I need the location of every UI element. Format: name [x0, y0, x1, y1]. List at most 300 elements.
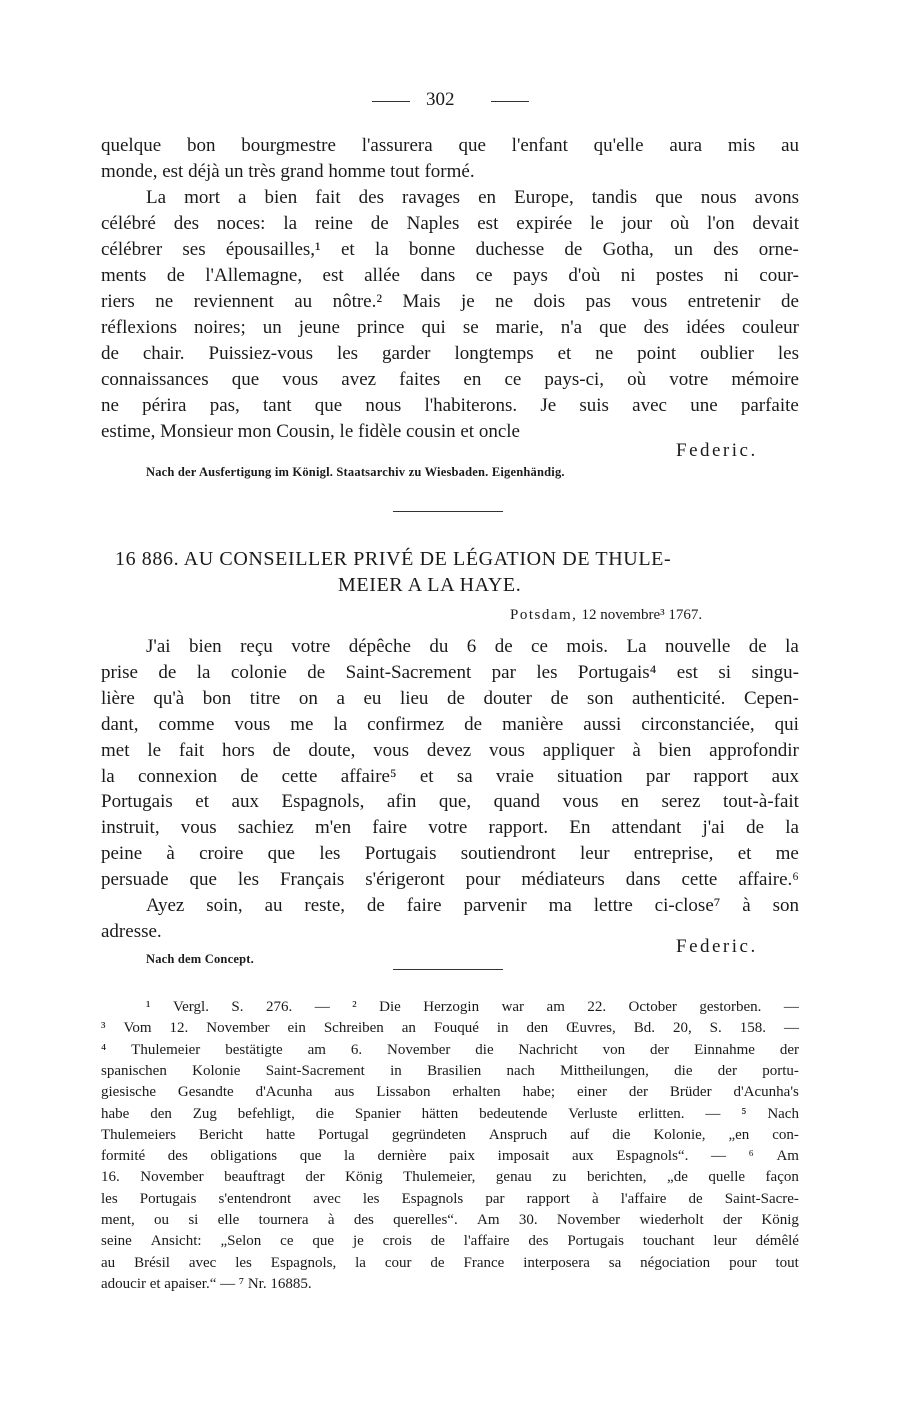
letter-line-word: par	[645, 765, 671, 787]
letter-line-word: situation	[557, 765, 623, 787]
footnote-line-word: Am	[477, 1212, 500, 1228]
footnote-line-word: Die	[379, 999, 401, 1015]
letter-line-word: la	[785, 636, 799, 657]
letter-line-word: de	[550, 687, 569, 709]
letter-line-word: bon	[202, 687, 232, 709]
previous-letter-line	[101, 315, 799, 341]
letter-line-word: dépêche	[348, 636, 411, 657]
previous-letter-line-word: nous	[700, 187, 737, 208]
footnote-line-word: S.	[231, 999, 244, 1015]
previous-letter-line-word: Europe,	[514, 187, 574, 208]
letter-source-note: Nach dem Concept.	[146, 952, 254, 966]
previous-letter-line-word: votre	[669, 369, 709, 390]
previous-letter-line-word: dans	[420, 265, 456, 286]
previous-letter-line-word: couleur	[742, 317, 799, 338]
footnote-line-word: November	[556, 1212, 621, 1228]
footnote-line-word: Œuvres,	[566, 1020, 616, 1037]
letter-line-word: doute,	[308, 739, 356, 761]
letter-line-word: à	[742, 895, 751, 916]
letter-line-word: du	[429, 636, 449, 657]
previous-letter-line-word: riers	[101, 291, 135, 312]
letter-line-word: leur	[579, 843, 610, 865]
footnote-line-word: ⁶	[748, 1148, 754, 1165]
footnote-line-word: Schreiben	[323, 1020, 384, 1037]
letter-line-word: en	[621, 791, 639, 813]
footnote-line-word: Brüder	[669, 1084, 712, 1101]
footnote-line-word: négociation	[640, 1254, 711, 1271]
letter-line-word: comme	[158, 713, 215, 735]
previous-letter-line-word: suis	[579, 395, 609, 416]
letter-line	[101, 686, 799, 712]
footnote-line-word: aus	[334, 1084, 355, 1101]
letter-line	[101, 660, 799, 686]
footnote-line-word: à	[591, 1190, 599, 1207]
letter-line	[101, 789, 799, 815]
footnote-line-word: elle	[217, 1212, 240, 1228]
previous-letter-line	[101, 289, 799, 315]
previous-letter-line-word: de	[370, 213, 389, 234]
previous-letter-line-word: postes	[656, 265, 704, 286]
footnote-line-word: d'Acunha's	[733, 1084, 799, 1101]
footnote-line-word: der	[650, 1041, 670, 1058]
previous-letter-line	[101, 393, 799, 419]
letter-line-word: ci-close⁷	[654, 895, 721, 916]
letter-line-word: si	[718, 661, 731, 683]
letter-place-date	[510, 606, 702, 624]
footnote-line-word: hatte	[265, 1126, 296, 1143]
footnote-line-word: Ansicht:	[150, 1233, 202, 1250]
previous-letter-line-word: des	[643, 317, 669, 338]
previous-letter-line-word: d'où	[568, 265, 601, 286]
letter-line-word: vous	[180, 817, 217, 839]
previous-letter-line-word: Mais	[402, 291, 441, 312]
footnote-line-word: November	[206, 1020, 270, 1037]
footnote-line-word: imposait	[497, 1148, 550, 1165]
footnote-line-word: des	[528, 1233, 549, 1250]
footnote-line-word: Portugal	[318, 1126, 369, 1143]
footnote-line-word: die	[674, 1062, 693, 1079]
previous-letter-line-word: mort	[184, 187, 220, 208]
footnote-line-word: —	[314, 999, 330, 1015]
letter-line-word: que	[267, 843, 296, 865]
letter-line-word: En	[569, 817, 591, 839]
footnote-line: adoucir et apaiser.“ — ⁷ Nr. 16885.	[101, 1275, 312, 1292]
letter-line-word: Portugais⁴	[577, 661, 657, 683]
footnote-line-word: de	[688, 1190, 703, 1207]
footnote-line-word: l'affaire	[620, 1190, 667, 1207]
previous-letter-line-word: vous	[631, 291, 668, 312]
footnote-line-word: Bd.	[633, 1020, 655, 1037]
footnote-line-word: Bericht	[198, 1126, 244, 1143]
letter-line-word: on	[298, 687, 318, 709]
letter-line-word: le	[147, 739, 162, 761]
footnote-line	[101, 1231, 799, 1252]
previous-letter-line-word: célébrer	[101, 239, 163, 260]
previous-letter-line-word: fait	[315, 187, 341, 208]
previous-letter-line-word: longtemps	[454, 343, 534, 364]
previous-letter-line-word: avez	[341, 369, 377, 390]
footnote-line-word: si	[188, 1212, 199, 1228]
footnote-line-word: d'Acunha	[255, 1084, 313, 1101]
previous-letter-line-word: périra	[142, 395, 187, 416]
letter-line-word: prise	[101, 661, 138, 683]
letter-line-word: singu-	[751, 661, 799, 683]
previous-letter-line-word: la	[283, 213, 298, 234]
letter-line-word: aux	[771, 765, 799, 787]
letter-line-word: parvenir	[463, 895, 527, 916]
footnote-line-word: par	[485, 1190, 505, 1207]
footnote-line-word: —	[705, 1105, 721, 1122]
letter-line-word: approfondir	[709, 739, 799, 761]
footnote-line-word: wiederholt	[639, 1212, 704, 1228]
previous-letter-line-word: pas	[585, 291, 611, 312]
previous-letter-line-word: reviennent	[193, 291, 274, 312]
letter-line-word: et	[195, 791, 210, 813]
footnote-line-word: die	[315, 1105, 335, 1122]
letter-line-word: tout-à-fait	[723, 791, 799, 813]
footnote-line-word: gestorben.	[699, 999, 762, 1015]
previous-letter-line-word: où	[627, 369, 647, 390]
previous-letter-line	[146, 185, 799, 211]
letter-line-word: que	[189, 869, 217, 891]
letter-line-word: de	[746, 817, 765, 839]
previous-letter-line-word: dois	[533, 291, 566, 312]
previous-letter-line-word: que	[314, 395, 343, 416]
footnote-line-word: interposera	[523, 1254, 590, 1271]
footnote-line-word: Spanier	[354, 1105, 401, 1122]
previous-letter-line-word: ne	[155, 291, 174, 312]
letter-line-word: titre	[249, 687, 281, 709]
footnote-line-word: Fouqué	[433, 1020, 479, 1037]
letter-line-word: et	[419, 765, 434, 787]
footnote-line-word: auf	[570, 1126, 590, 1143]
previous-letter-line-word: l'enfant	[511, 135, 568, 156]
footnote-line-word: dernière	[377, 1148, 427, 1165]
footnote-line-word: rapport	[526, 1190, 570, 1207]
letter-line-word: J'ai	[146, 636, 171, 657]
footnote-line-word: der	[779, 1041, 799, 1058]
footnote-line-word: France	[463, 1254, 505, 1271]
previous-letter-line-word: entretenir	[687, 291, 761, 312]
previous-letter-line-word: prince	[356, 317, 405, 338]
footnote-line-word: au	[101, 1254, 116, 1271]
previous-letter-line-word: a	[238, 187, 247, 208]
footnote-line-word: —	[783, 1020, 799, 1037]
footnote-line-word: façon	[765, 1169, 799, 1186]
letter-line-word: de	[464, 713, 483, 735]
footnote-line-word: Saint-Sacre-	[724, 1190, 799, 1207]
footnote-line-word: Nachricht	[518, 1041, 578, 1058]
section-divider	[393, 511, 503, 512]
previous-letter-line-word: ses	[182, 239, 206, 260]
letter-line-word: confirmez	[367, 713, 445, 735]
letter-line-word: vous	[562, 791, 599, 813]
previous-letter-line-word: les	[336, 343, 359, 364]
letter-line-word: cette	[681, 869, 718, 891]
previous-letter-line-word: tandis	[591, 187, 638, 208]
letter-line-word: soin,	[206, 895, 243, 916]
footnote-line-word: 12.	[169, 1020, 189, 1037]
letter-line	[101, 815, 799, 841]
footnote-line-word: „Selon	[220, 1233, 262, 1250]
letter-line-word: de	[272, 739, 291, 761]
footnote-line-word: crois	[382, 1233, 412, 1250]
previous-letter-line-word: l'habiterons.	[424, 395, 518, 416]
letter-line	[101, 867, 799, 893]
letter-line-word: affaire⁵	[340, 765, 397, 787]
footnote-line-word: que	[299, 1148, 322, 1165]
footnote-line-word: tournera	[258, 1212, 309, 1228]
footnote-line-word: der	[628, 1084, 649, 1101]
letter-line-word: votre	[428, 817, 468, 839]
footnote-line-word: 16.	[101, 1169, 120, 1186]
footnote-line-word: aux	[571, 1148, 594, 1165]
previous-letter-line-word: reine	[314, 213, 353, 234]
footnote-line-word: les	[235, 1254, 252, 1271]
letter-line-word: 6	[466, 636, 477, 657]
letter-line-word: s'érigeront	[365, 869, 445, 891]
previous-letter-line-word: Je	[540, 395, 557, 416]
previous-letter-line-word: garder	[381, 343, 431, 364]
letter-line-word: à	[166, 843, 175, 865]
letter-line-word: j'ai	[702, 817, 725, 839]
previous-letter-line-word: ne	[595, 343, 614, 364]
footnote-line-word: sa	[608, 1254, 622, 1271]
letter-line-word: lettre	[593, 895, 633, 916]
previous-letter-line-word: l'assurera	[361, 135, 433, 156]
footnote-line-word: ce	[280, 1233, 294, 1250]
footnote-line	[146, 997, 799, 1018]
previous-letter-line-word: un	[673, 239, 693, 260]
previous-letter-line-word: que	[458, 135, 486, 156]
letter-line-word: douter	[483, 687, 533, 709]
footnote-line-word: Brasilien	[427, 1062, 482, 1079]
footnote-line-word: cour	[384, 1254, 412, 1271]
footnote-line-word: Nach	[767, 1105, 799, 1122]
footnote-line-word: zu	[552, 1169, 567, 1186]
previous-letter-line-word: Naples	[406, 213, 460, 234]
footnote-line	[101, 1189, 799, 1210]
footnote-divider	[393, 969, 503, 970]
footnote-line-word: König	[345, 1169, 383, 1186]
previous-letter-line-word: allée	[364, 265, 400, 286]
previous-letter-line-word: est	[322, 265, 344, 286]
previous-letter-line-word: tant	[262, 395, 292, 416]
previous-letter-line-word: duchesse	[475, 239, 545, 260]
footnote-line-word: que	[312, 1233, 335, 1250]
footnote-line-word: Espagnols,	[270, 1254, 337, 1271]
previous-letter-line-word: avons	[754, 187, 799, 208]
footnote-line-word: November	[387, 1041, 451, 1058]
letter-line-word: persuade	[101, 869, 169, 891]
letter-line-word: peine	[101, 843, 143, 865]
previous-letter-line-word: est	[477, 213, 499, 234]
letter-line-word: Portugais	[364, 843, 437, 865]
footnote-line	[101, 1040, 799, 1061]
footnote-line	[101, 1018, 799, 1039]
letter-line-word: Saint-Sacrement	[345, 661, 472, 683]
letter-line-word: nouvelle	[664, 636, 731, 657]
footnote-line-word: des	[353, 1212, 374, 1228]
footnote-line-word: Am	[776, 1148, 799, 1165]
previous-letter-line-word: de	[780, 291, 799, 312]
previous-letter-line-word: la	[374, 239, 389, 260]
footnote-line-word: Lissabon	[376, 1084, 431, 1101]
previous-letter-line-word: bon	[186, 135, 216, 156]
letter-line-word: Français	[279, 869, 345, 891]
letter-line-word: mois.	[566, 636, 609, 657]
letter-line-word: instruit,	[101, 817, 160, 839]
letter-line-word: de	[748, 636, 767, 657]
footnote-line-word: in	[390, 1062, 402, 1079]
footnote-line-word: formité	[101, 1148, 146, 1165]
previous-letter-source-note: Nach der Ausfertigung im Königl. Staatsarchiv zu Wiesbaden. Eigenhändig.	[146, 465, 565, 479]
footnote-line-word: Einnahme	[694, 1041, 755, 1058]
footnote-line-word: Portugais	[139, 1190, 197, 1207]
letter-line-word: quand	[493, 791, 541, 813]
previous-letter-line-word: noces:	[216, 213, 266, 234]
footnote-line-word: habe;	[522, 1084, 556, 1101]
footnote-line-word: 276.	[265, 999, 293, 1015]
previous-letter-line-word: chair.	[142, 343, 185, 364]
letter-line-word: me	[290, 713, 314, 735]
letter-line-word: à	[632, 739, 641, 761]
footnote-line-word: seine	[101, 1233, 132, 1250]
footnote-line-word: die	[612, 1126, 631, 1143]
previous-letter-line-word: célébré	[101, 213, 156, 234]
letter-line-word: qui	[774, 713, 799, 735]
letter-heading-line-1: 16 886. AU CONSEILLER PRIVÉ DE LÉGATION DE THULE-	[115, 548, 672, 570]
letter-line-word: entreprise,	[633, 843, 714, 865]
footnote-line-word: erlitten.	[638, 1105, 685, 1122]
previous-letter-line-word: qu'elle	[593, 135, 644, 156]
previous-letter-line-word: l'on	[706, 213, 735, 234]
previous-letter-line-word: en	[463, 369, 482, 390]
footnote-line-word: den	[526, 1020, 549, 1037]
previous-letter-line-word: l'Allemagne,	[205, 265, 303, 286]
previous-letter-line-word: ne	[495, 291, 514, 312]
letter-line-word: hors	[222, 739, 255, 761]
footnote-line-word: erhalten	[452, 1084, 501, 1101]
letter-line-word: reçu	[240, 636, 273, 657]
footnote-line	[101, 1104, 799, 1125]
previous-letter-line-word: connaissances	[101, 369, 209, 390]
previous-letter-line-word: idées	[685, 317, 725, 338]
footnote-line-word: portu-	[762, 1062, 799, 1079]
letter-line-word: faire	[372, 817, 408, 839]
footnote-line-word: Espagnols“.	[616, 1148, 689, 1165]
letter-line-word: affaire.⁶	[738, 869, 799, 891]
previous-letter-line	[101, 237, 799, 263]
previous-letter-line-word: ne	[101, 395, 119, 416]
previous-letter-line-word: au	[294, 291, 313, 312]
footnote-line-word: der	[722, 1212, 743, 1228]
header-rule-left	[372, 101, 410, 102]
previous-letter-line-word: je	[460, 291, 475, 312]
letter-line	[101, 841, 799, 867]
footnote-line-word: October	[628, 999, 677, 1015]
footnote-line-word: ¹	[146, 999, 151, 1015]
letter-line-word: sachiez	[237, 817, 294, 839]
footnote-line-word: ⁴	[101, 1041, 107, 1058]
letter-line-word: connexion	[137, 765, 218, 787]
footnote-line-word: Espagnols	[401, 1190, 464, 1207]
footnote-line-word: Thulemeiers	[101, 1126, 176, 1143]
letter-line-word: et	[737, 843, 752, 865]
letter-line-word: votre	[291, 636, 331, 657]
previous-letter-line-word: noires;	[194, 317, 246, 338]
letter-date: 12 novembre³ 1767.	[581, 607, 703, 623]
previous-letter-line-word: mis	[727, 135, 756, 156]
footnote-line	[101, 1125, 799, 1146]
previous-letter-line-word: un	[262, 317, 282, 338]
letter-line-word: au	[264, 895, 283, 916]
previous-letter-line-word: et	[340, 239, 355, 260]
previous-letter-line-word: que	[599, 317, 627, 338]
letter-line-word: de	[307, 661, 326, 683]
previous-letter-line-word: bien	[264, 187, 298, 208]
previous-letter-line-word: une	[690, 395, 718, 416]
previous-letter-line-word: faites	[399, 369, 441, 390]
previous-letter-line-word: jeune	[298, 317, 340, 338]
previous-letter-line-word: en	[478, 187, 497, 208]
letter-line-word: faire	[406, 895, 442, 916]
previous-letter-line-word: marie,	[495, 317, 544, 338]
previous-letter-line-word: pays	[513, 265, 548, 286]
footnote-line-word: la	[355, 1254, 366, 1271]
letter-line-word: de	[446, 687, 465, 709]
letter-line-word: dans	[625, 869, 661, 891]
footnote-line	[101, 1210, 799, 1231]
letter-line-word: circonstanciée,	[641, 713, 755, 735]
footnote-line-word: den	[150, 1105, 172, 1122]
footnote-line-word: l'affaire	[463, 1233, 510, 1250]
footnote-line	[101, 1253, 799, 1274]
footnote-line-word: pour	[729, 1254, 757, 1271]
letter-line-word: soutiendront	[460, 843, 556, 865]
letter-line-word: la	[196, 661, 211, 683]
previous-letter-signature: Federic.	[676, 440, 758, 461]
previous-letter-line-word: ni	[620, 265, 636, 286]
footnote-line-word: einer	[576, 1084, 607, 1101]
footnote-line-word: am	[546, 999, 565, 1015]
previous-letter-line-word: n'a	[560, 317, 583, 338]
previous-letter-line-word: quelque	[101, 135, 162, 156]
footnote-line-word: in	[496, 1020, 509, 1037]
footnote-line-word: 158.	[739, 1020, 766, 1037]
letter-line-word: appliquer	[542, 739, 615, 761]
header-rule-right	[491, 101, 529, 102]
letter-line-word: rapport	[693, 765, 749, 787]
footnote-line-word: spanischen	[101, 1062, 167, 1079]
footnote-line-word: les	[362, 1190, 380, 1207]
letter-line-word: manière	[502, 713, 564, 735]
letter-line-word: devez	[426, 739, 472, 761]
footnote-line-word: der	[717, 1062, 737, 1079]
previous-letter-line-word: ravages	[402, 187, 461, 208]
previous-letter-line: estime, Monsieur mon Cousin, le fidèle cousin et oncle	[101, 421, 520, 442]
previous-letter-line-word: des	[713, 239, 739, 260]
previous-letter-line-word: parfaite	[740, 395, 799, 416]
letter-line-word: vous	[234, 713, 271, 735]
footnote-line-word: „de	[667, 1169, 688, 1186]
letter-line-word: vous	[373, 739, 410, 761]
footnote-line-word: Verluste	[568, 1105, 618, 1122]
footnote-line	[101, 1167, 799, 1188]
footnote-line-word: —	[710, 1148, 726, 1165]
letter-line-word: son	[772, 895, 799, 916]
letter-line-word: colonie	[230, 661, 287, 683]
